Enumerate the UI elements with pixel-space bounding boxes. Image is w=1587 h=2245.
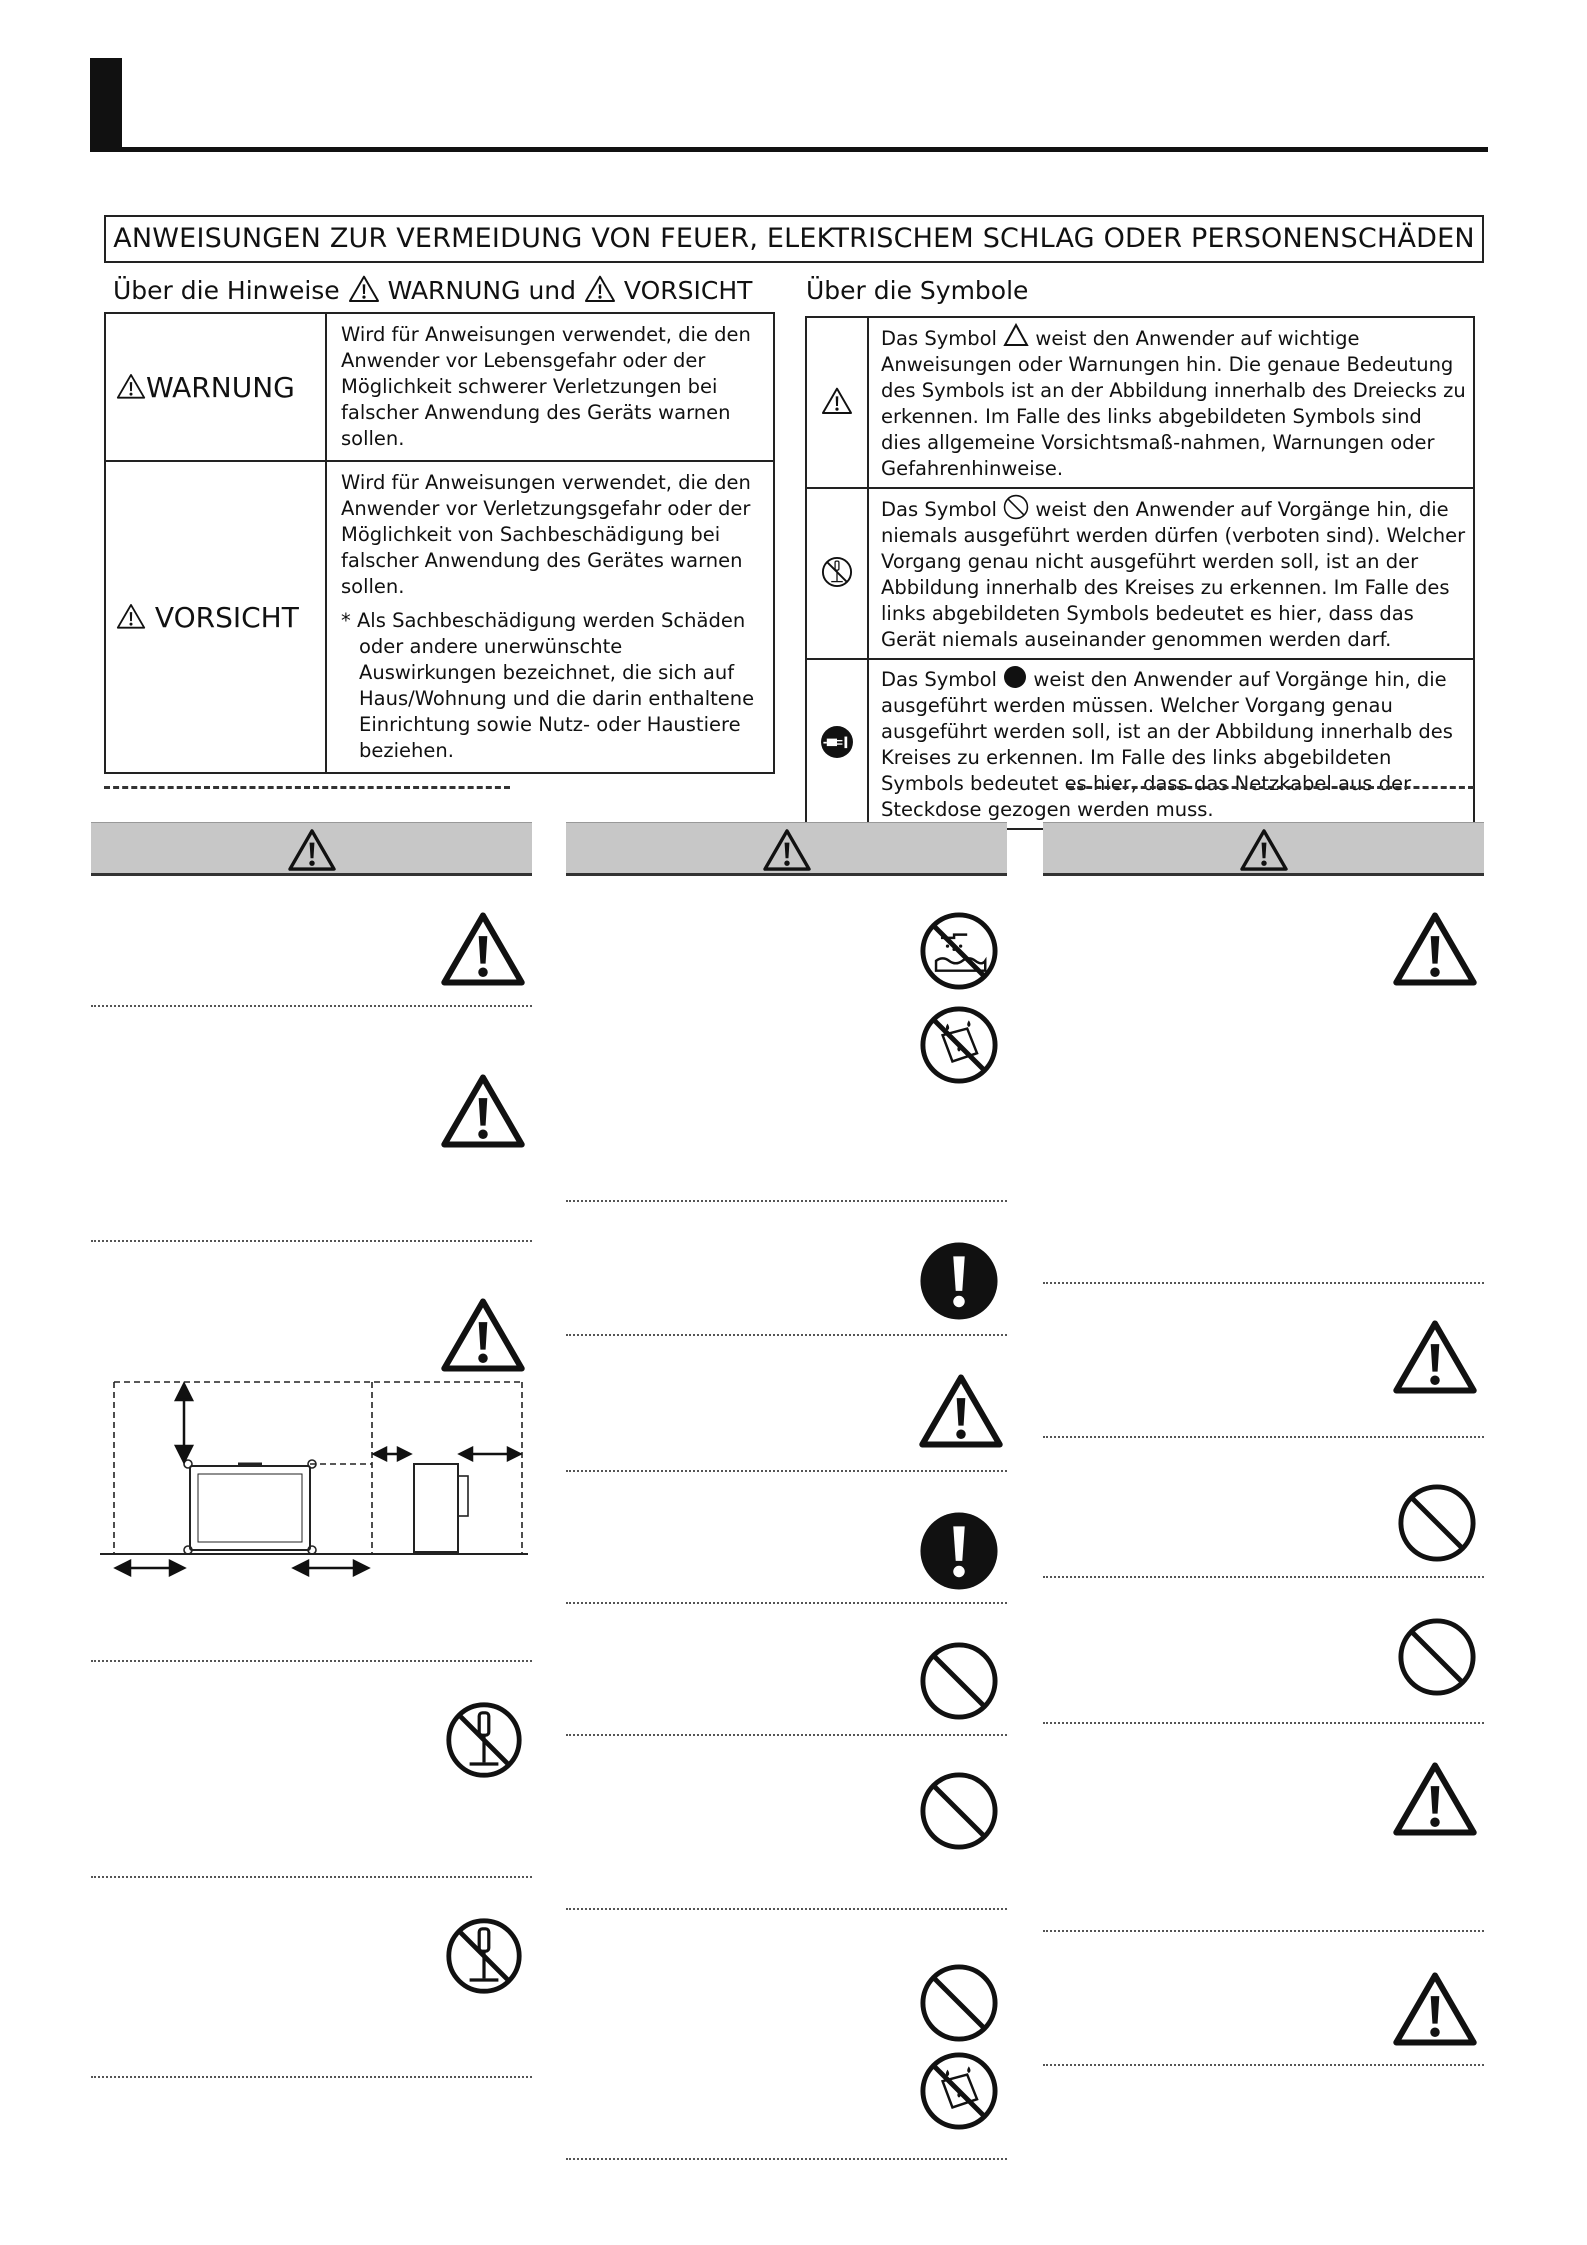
- caution-note: * Als Sachbeschädigung werden Schäden oder andere unerwünschte Auswirkungen bezeichnet, die sich auf Haus/Wohnung und die darin enthaltene Einrichtung sowie Nutz- oder Haustiere beziehen.: [341, 609, 755, 762]
- no-wet-icon: [918, 2050, 1000, 2132]
- mandatory-exclamation-icon: [918, 1510, 1000, 1592]
- symbol-desc-prohibit-post: weist den Anwender auf Vorgänge hin, die niemals ausgeführt werden dürfen (verboten sind). Welcher Vorgang genau nicht ausgeführt werden soll, ist an der Abbildung innerhalb des Kreises zu erkennen. Im Falle des links abgebildeten Symbols bedeutet es hier, dass das Gerät niemals auseinander genommen werden darf.: [881, 498, 1466, 651]
- no-water-icon: [918, 910, 1000, 992]
- symbol-cell-warning: [806, 317, 868, 488]
- item-separator: [566, 1334, 1007, 1336]
- hints-table: [104, 312, 775, 774]
- hints-heading-und: und: [528, 276, 577, 305]
- filled-circle-icon: [1003, 665, 1027, 689]
- warning-triangle-icon: [1392, 910, 1478, 988]
- item-separator: [91, 1876, 532, 1878]
- item-separator: [1043, 1436, 1484, 1438]
- warning-triangle-icon: [348, 274, 380, 303]
- item-separator: [1043, 1282, 1484, 1284]
- item-separator: [91, 1240, 532, 1242]
- no-disassemble-icon: [821, 556, 853, 588]
- page-title: ANWEISUNGEN ZUR VERMEIDUNG VON FEUER, ELEKTRISCHEM SCHLAG ODER PERSONENSCHÄDEN: [104, 215, 1484, 263]
- symbol-cell-mandatory: [806, 659, 868, 829]
- prohibition-circle-icon: [918, 1962, 1000, 2044]
- warning-triangle-icon: [440, 910, 526, 988]
- column-header-3: [1043, 822, 1484, 876]
- unplug-icon: [820, 725, 854, 759]
- warning-triangle-icon: [116, 602, 146, 630]
- column-header-2: [566, 822, 1007, 876]
- no-disassemble-icon: [444, 1916, 524, 1996]
- symbol-cell-prohibit: [806, 488, 868, 659]
- item-separator: [566, 1734, 1007, 1736]
- warning-triangle-icon: [440, 1072, 526, 1150]
- dashed-separator-right: [1068, 786, 1474, 789]
- warning-triangle-icon: [1392, 1760, 1478, 1838]
- item-separator: [91, 2076, 532, 2078]
- dashed-separator-left: [104, 786, 510, 789]
- caution-description-cell: [326, 461, 774, 773]
- item-separator: [566, 1200, 1007, 1202]
- item-separator: [1043, 1930, 1484, 1932]
- item-separator: [91, 1660, 532, 1662]
- warning-triangle-icon: [440, 1296, 526, 1374]
- hints-heading-caution: VORSICHT: [623, 276, 753, 305]
- item-separator: [566, 1602, 1007, 1604]
- item-separator: [566, 1908, 1007, 1910]
- symbol-desc-warning: [868, 317, 1474, 488]
- warning-triangle-icon: [1392, 1318, 1478, 1396]
- symbol-desc-mandatory-post: weist den Anwender auf Vorgänge hin, die ausgeführt werden müssen. Welcher Vorgang genau ausgeführt werden soll, ist an der Abbildung innerhalb des Kreises zu erkennen. Im Falle des links abgebildeten Symbols bedeutet es hier, dass das Netzkabel aus der Steckdose gezogen werden muss.: [881, 668, 1453, 821]
- symbol-desc-warning-pre: Das Symbol: [881, 327, 997, 350]
- symbol-desc-mandatory: [868, 659, 1474, 829]
- triangle-outline-icon: [1003, 323, 1029, 347]
- item-separator: [1043, 1722, 1484, 1724]
- hints-heading-pre: Über die Hinweise: [113, 276, 340, 305]
- warning-triangle-icon: [918, 1372, 1004, 1450]
- item-separator: [566, 2158, 1007, 2160]
- mandatory-exclamation-icon: [918, 1240, 1000, 1322]
- installation-clearance-diagram: [96, 1378, 532, 1578]
- prohibition-circle-icon: [1396, 1482, 1478, 1564]
- caution-description: Wird für Anweisungen verwendet, die den Anwender vor Verletzungsgefahr oder der Möglichkeit von Sachbeschädigung bei falscher Anwendung des Gerätes warnen sollen.: [341, 471, 751, 598]
- warning-label: WARNUNG: [146, 370, 295, 404]
- prohibition-circle-icon: [1003, 494, 1029, 520]
- title-block: [90, 58, 122, 152]
- no-wet-icon: [918, 1004, 1000, 1086]
- warning-label-cell: [105, 313, 326, 461]
- item-separator: [91, 1005, 532, 1007]
- warning-triangle-icon: [1392, 1970, 1478, 2048]
- no-disassemble-icon: [444, 1700, 524, 1780]
- symbol-desc-prohibit-pre: Das Symbol: [881, 498, 997, 521]
- caution-label: VORSICHT: [154, 600, 299, 634]
- warning-triangle-icon: [584, 274, 616, 303]
- warning-description: Wird für Anweisungen verwendet, die den Anwender vor Lebensgefahr oder der Möglichkeit schwerer Verletzungen bei falscher Anwendung des Geräts warnen sollen.: [326, 313, 774, 461]
- warning-triangle-icon: [287, 828, 337, 872]
- hints-heading: [113, 274, 752, 305]
- caution-label-cell: [105, 461, 326, 773]
- prohibition-circle-icon: [918, 1640, 1000, 1722]
- symbols-table: [805, 316, 1475, 830]
- warning-triangle-icon: [762, 828, 812, 872]
- symbols-heading: Über die Symbole: [806, 276, 1029, 305]
- warning-triangle-icon: [1239, 828, 1289, 872]
- symbol-desc-mandatory-pre: Das Symbol: [881, 668, 997, 691]
- item-separator: [1043, 1576, 1484, 1578]
- column-header-1: [91, 822, 532, 876]
- warning-triangle-icon: [116, 372, 146, 400]
- item-separator: [566, 1470, 1007, 1472]
- hints-heading-warn: WARNUNG: [387, 276, 521, 305]
- symbol-desc-warning-post: weist den Anwender auf wichtige Anweisungen oder Warnungen hin. Die genaue Bedeutung des Symbols ist an der Abbildung innerhalb des Dreiecks zu erkennen. Im Falle des links abgebildeten Symbols sind dies allgemeine Vorsichtsmaß-nahmen, Warnungen oder Gefahrenhinweise.: [881, 327, 1466, 480]
- symbol-desc-prohibit: [868, 488, 1474, 659]
- item-separator: [1043, 2064, 1484, 2066]
- prohibition-circle-icon: [918, 1770, 1000, 1852]
- title-rule: [90, 147, 1488, 152]
- warning-triangle-icon: [821, 386, 853, 415]
- prohibition-circle-icon: [1396, 1616, 1478, 1698]
